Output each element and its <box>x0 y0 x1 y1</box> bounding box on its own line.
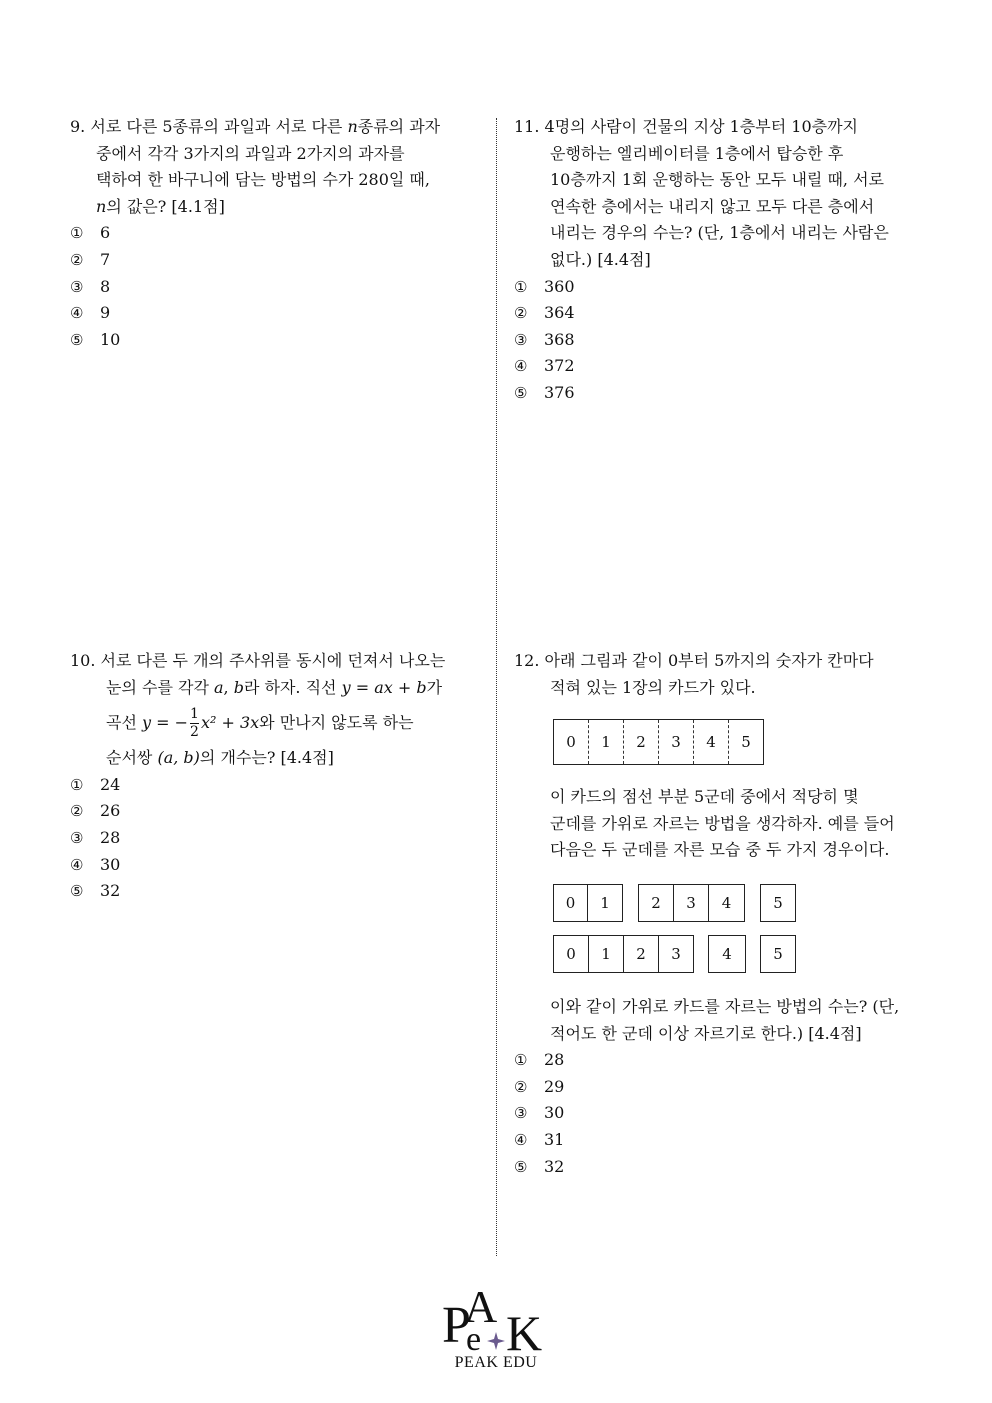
question-text: 적혀 있는 1장의 카드가 있다. <box>550 677 756 697</box>
column-divider <box>496 118 497 1256</box>
question-text: 종류의 과자 <box>357 117 441 136</box>
question-12-end <box>514 994 934 1180</box>
question-text: 군데를 가위로 자르는 방법을 생각하자. 예를 들어 <box>550 813 895 833</box>
svg-text:e: e <box>466 1321 482 1358</box>
answer-options <box>70 220 480 353</box>
question-text: 서로 다른 두 개의 주사위를 동시에 던져서 나오는 <box>100 651 446 670</box>
option-3[interactable]: ③ 28 <box>70 827 121 847</box>
option-5[interactable]: ⑤ 32 <box>514 1156 565 1176</box>
svg-text:P: P <box>442 1297 471 1354</box>
option-3[interactable]: ③ 30 <box>514 1103 565 1123</box>
card-cell: 0 <box>554 936 589 972</box>
question-text: 이 카드의 점선 부분 5군데 중에서 적당히 몇 <box>550 787 859 806</box>
question-text: 운행하는 엘리베이터를 1층에서 탑승한 후 <box>550 143 844 163</box>
card-cell: 0 <box>554 885 588 921</box>
option-2[interactable]: ② 364 <box>514 303 575 323</box>
question-text: 연속한 층에서는 내리지 않고 모두 다른 층에서 <box>550 196 875 216</box>
option-2[interactable]: ② 29 <box>514 1076 565 1096</box>
option-5[interactable]: ⑤ 376 <box>514 382 575 402</box>
answer-options <box>514 274 934 407</box>
question-text: 적어도 한 군데 이상 자르기로 한다.) [4.4점] <box>550 1023 862 1043</box>
option-1[interactable]: ① 6 <box>70 223 111 243</box>
question-text: 이와 같이 가위로 카드를 자르는 방법의 수는? (단, <box>550 997 900 1016</box>
question-text: 택하여 한 바구니에 담는 방법의 수가 280일 때, <box>96 170 430 190</box>
option-2[interactable]: ② 7 <box>70 249 111 269</box>
logo-text: PEAK EDU <box>454 1354 538 1371</box>
card-piece <box>553 884 623 922</box>
card-cell: 4 <box>721 894 732 912</box>
option-5[interactable]: ⑤ 10 <box>70 329 121 349</box>
card-cell: 4 <box>722 945 732 963</box>
card-piece <box>708 935 746 973</box>
card-cell: 2 <box>624 720 659 764</box>
svg-text:A: A <box>464 1281 498 1332</box>
card-piece <box>760 884 796 922</box>
option-4[interactable]: ④ 30 <box>70 854 121 874</box>
option-1[interactable]: ① 360 <box>514 276 575 296</box>
question-12-middle <box>514 784 934 864</box>
option-3[interactable]: ③ 8 <box>70 276 111 296</box>
question-9 <box>70 114 480 353</box>
question-12 <box>514 648 934 701</box>
card-cell: 3 <box>674 885 709 921</box>
option-4[interactable]: ④ 9 <box>70 303 111 323</box>
question-text: 다음은 두 군데를 자른 모습 중 두 가지 경우이다. <box>550 840 890 860</box>
question-number: 10. <box>70 651 96 670</box>
question-text: 4명의 사람이 건물의 지상 1층부터 10층까지 <box>544 117 858 136</box>
variable-n: n <box>96 196 107 216</box>
option-4[interactable]: ④ 372 <box>514 356 575 376</box>
card-cell: 1 <box>589 936 624 972</box>
number-card <box>553 719 764 765</box>
question-number: 9. <box>70 117 86 136</box>
card-cell: 3 <box>659 720 694 764</box>
equation-line: y = ax + b <box>341 677 427 697</box>
card-cell: 2 <box>624 936 659 972</box>
card-cell: 4 <box>694 720 729 764</box>
variable-n: n <box>347 117 358 136</box>
question-text: 서로 다른 5종류의 과일과 서로 다른 <box>90 117 348 136</box>
answer-options <box>70 772 490 905</box>
option-5[interactable]: ⑤ 32 <box>70 881 121 901</box>
svg-text:K: K <box>506 1305 543 1361</box>
card-cell: 5 <box>773 945 783 963</box>
question-text: 중에서 각각 3가지의 과일과 2가지의 과자를 <box>96 143 405 163</box>
option-3[interactable]: ③ 368 <box>514 329 575 349</box>
card-cell: 0 <box>554 720 589 764</box>
question-text: 내리는 경우의 수는? (단, 1층에서 내리는 사람은 <box>550 223 889 243</box>
card-cell: 3 <box>671 945 681 963</box>
option-1[interactable]: ① 28 <box>514 1050 565 1070</box>
question-10: 10. 서로 다른 두 개의 주사위를 동시에 던져서 나오는 눈의 수를 각각 a, b라 하자. 직선 y = ax + b가 곡선 y = − $\frac{1}{2}$ x² + 3x와 만나지 않도록 하는 순서쌍 (a, b)의 개수는? [4.4점] ① 24 ② 26 ③ 28 ④ 30 ⑤ 32 <box>70 648 490 905</box>
question-text: 의 값은? [4.1점] <box>106 196 225 216</box>
card-piece <box>638 884 745 922</box>
question-number: 12. <box>514 651 540 670</box>
answer-options <box>514 1047 934 1180</box>
card-cell: 5 <box>741 733 751 751</box>
option-1[interactable]: ① 24 <box>70 774 121 794</box>
fraction: $\frac{1}{2}$ <box>190 706 199 741</box>
card-piece <box>760 935 796 973</box>
question-text: 10층까지 1회 운행하는 동안 모두 내릴 때, 서로 <box>550 170 884 190</box>
question-11 <box>514 114 934 407</box>
question-text: 아래 그림과 같이 0부터 5까지의 숫자가 칸마다 <box>544 651 874 670</box>
option-2[interactable]: ② 26 <box>70 801 121 821</box>
card-cell: 5 <box>773 894 783 912</box>
card-cell: 2 <box>639 885 674 921</box>
option-4[interactable]: ④ 31 <box>514 1129 565 1149</box>
card-cell: 1 <box>600 894 610 912</box>
question-text: 없다.) [4.4점] <box>550 249 651 269</box>
card-piece <box>553 935 694 973</box>
card-cell: 1 <box>589 720 624 764</box>
question-number: 11. <box>514 117 540 136</box>
